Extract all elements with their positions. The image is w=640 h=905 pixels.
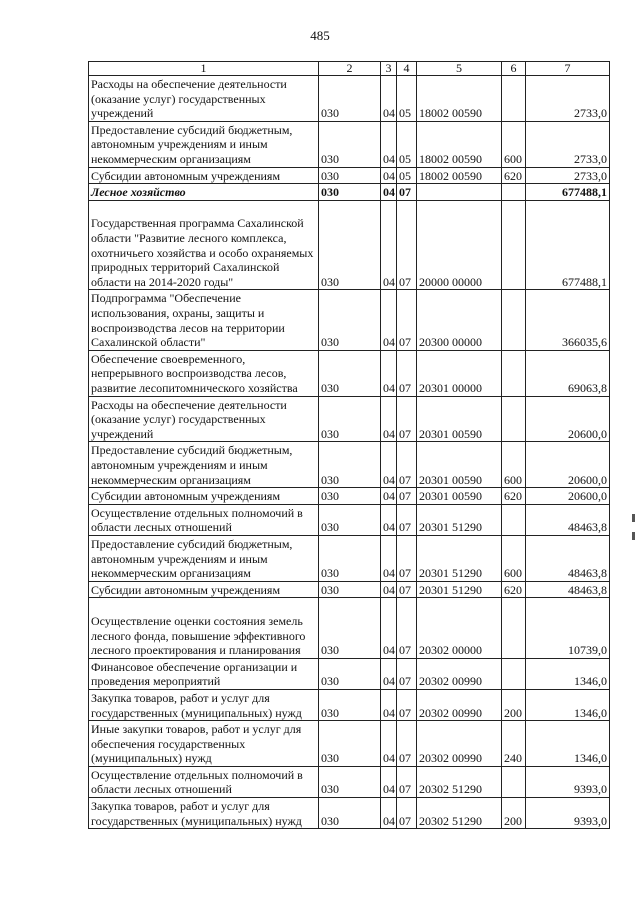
column-header-2: 2 xyxy=(319,62,381,76)
row-name-cell: Расходы на обеспечение деятельности (оказание услуг) государственных учреждений xyxy=(89,396,319,442)
row-col-6-cell: 620 xyxy=(502,581,526,598)
row-col-3-cell: 04 xyxy=(381,658,397,689)
row-col-5-cell: 20301 51290 xyxy=(417,535,502,581)
margin-mark xyxy=(632,514,635,522)
row-col-5-cell: 20302 51290 xyxy=(417,798,502,829)
row-col-2-cell: 030 xyxy=(319,766,381,797)
row-col-3-cell: 04 xyxy=(381,350,397,396)
row-col-4-cell: 07 xyxy=(397,689,417,720)
row-col-6-cell xyxy=(502,200,526,290)
row-col-5-cell: 18002 00590 xyxy=(417,76,502,122)
row-col-3-cell: 04 xyxy=(381,598,397,658)
row-col-7-cell: 69063,8 xyxy=(526,350,610,396)
table-row xyxy=(89,721,610,767)
row-col-4-cell: 07 xyxy=(397,598,417,658)
row-col-5-cell: 20301 00590 xyxy=(417,396,502,442)
row-col-3-cell: 04 xyxy=(381,121,397,167)
row-col-4-cell: 07 xyxy=(397,504,417,535)
row-name-cell: Осуществление отдельных полномочий в области лесных отношений xyxy=(89,766,319,797)
table-row xyxy=(89,598,610,658)
row-col-5-cell: 20300 00000 xyxy=(417,290,502,350)
row-col-3-cell: 04 xyxy=(381,689,397,720)
row-name-cell: Подпрограмма "Обеспечение использования, охраны, защиты и воспроизводства лесов на территории Сахалинской области" xyxy=(89,290,319,350)
margin-mark xyxy=(632,532,635,540)
row-name-cell: Государственная программа Сахалинской области "Развитие лесного комплекса, охотничьего хозяйства и особо охраняемых природных территорий Сахалинской области на 2014-2020 годы" xyxy=(89,200,319,290)
row-col-2-cell: 030 xyxy=(319,350,381,396)
row-col-4-cell: 07 xyxy=(397,658,417,689)
row-col-3-cell: 04 xyxy=(381,184,397,201)
row-col-2-cell: 030 xyxy=(319,396,381,442)
row-col-2-cell: 030 xyxy=(319,798,381,829)
table-row xyxy=(89,350,610,396)
row-col-3-cell: 04 xyxy=(381,200,397,290)
row-col-5-cell: 20302 00990 xyxy=(417,658,502,689)
row-col-5-cell: 20301 51290 xyxy=(417,581,502,598)
row-col-6-cell xyxy=(502,766,526,797)
column-header-5: 5 xyxy=(417,62,502,76)
row-name-cell: Предоставление субсидий бюджетным, автономным учреждениям и иным некоммерческим организациям xyxy=(89,442,319,488)
row-col-7-cell: 48463,8 xyxy=(526,535,610,581)
row-col-2-cell: 030 xyxy=(319,504,381,535)
column-header-7: 7 xyxy=(526,62,610,76)
table-row xyxy=(89,167,610,184)
row-name-cell: Субсидии автономным учреждениям xyxy=(89,581,319,598)
row-name-cell: Субсидии автономным учреждениям xyxy=(89,488,319,505)
row-col-6-cell xyxy=(502,76,526,122)
row-col-2-cell: 030 xyxy=(319,442,381,488)
row-col-3-cell: 04 xyxy=(381,76,397,122)
row-col-4-cell: 07 xyxy=(397,488,417,505)
row-col-4-cell: 05 xyxy=(397,121,417,167)
row-col-7-cell: 9393,0 xyxy=(526,798,610,829)
row-col-5-cell: 18002 00590 xyxy=(417,121,502,167)
row-col-6-cell xyxy=(502,598,526,658)
row-col-2-cell: 030 xyxy=(319,290,381,350)
row-col-7-cell: 48463,8 xyxy=(526,504,610,535)
row-col-7-cell: 2733,0 xyxy=(526,121,610,167)
row-col-4-cell: 07 xyxy=(397,535,417,581)
row-col-2-cell: 030 xyxy=(319,76,381,122)
row-col-2-cell: 030 xyxy=(319,689,381,720)
table-row xyxy=(89,689,610,720)
row-col-6-cell: 200 xyxy=(502,689,526,720)
row-col-6-cell xyxy=(502,350,526,396)
column-header-1: 1 xyxy=(89,62,319,76)
row-col-2-cell: 030 xyxy=(319,121,381,167)
row-name-cell: Обеспечение своевременного, непрерывного воспроизводства лесов, развитие лесопитомнического хозяйства xyxy=(89,350,319,396)
row-col-7-cell: 677488,1 xyxy=(526,184,610,201)
row-col-3-cell: 04 xyxy=(381,442,397,488)
row-name-cell: Осуществление оценки состояния земель лесного фонда, повышение эффективного лесного проектирования и планирования xyxy=(89,598,319,658)
row-col-6-cell xyxy=(502,184,526,201)
row-col-6-cell: 200 xyxy=(502,798,526,829)
row-col-6-cell: 600 xyxy=(502,121,526,167)
row-col-3-cell: 04 xyxy=(381,396,397,442)
table-row xyxy=(89,396,610,442)
row-col-3-cell: 04 xyxy=(381,504,397,535)
row-col-5-cell: 20301 51290 xyxy=(417,504,502,535)
header-row xyxy=(89,62,610,76)
row-col-2-cell: 030 xyxy=(319,535,381,581)
row-col-3-cell: 04 xyxy=(381,167,397,184)
row-col-7-cell: 366035,6 xyxy=(526,290,610,350)
column-header-6: 6 xyxy=(502,62,526,76)
row-col-4-cell: 07 xyxy=(397,290,417,350)
row-name-cell: Предоставление субсидий бюджетным, автономным учреждениям и иным некоммерческим организациям xyxy=(89,535,319,581)
row-col-5-cell: 20302 51290 xyxy=(417,766,502,797)
row-col-5-cell: 20301 00000 xyxy=(417,350,502,396)
row-name-cell: Субсидии автономным учреждениям xyxy=(89,167,319,184)
row-name-cell: Иные закупки товаров, работ и услуг для обеспечения государственных (муниципальных) нужд xyxy=(89,721,319,767)
row-col-2-cell: 030 xyxy=(319,167,381,184)
row-col-6-cell: 600 xyxy=(502,442,526,488)
row-col-7-cell: 20600,0 xyxy=(526,488,610,505)
row-col-2-cell: 030 xyxy=(319,581,381,598)
row-col-2-cell: 030 xyxy=(319,658,381,689)
row-col-6-cell: 620 xyxy=(502,167,526,184)
row-col-6-cell xyxy=(502,396,526,442)
row-name-cell: Закупка товаров, работ и услуг для государственных (муниципальных) нужд xyxy=(89,689,319,720)
row-col-5-cell: 18002 00590 xyxy=(417,167,502,184)
row-col-2-cell: 030 xyxy=(319,721,381,767)
row-col-4-cell: 07 xyxy=(397,200,417,290)
row-col-3-cell: 04 xyxy=(381,535,397,581)
row-col-7-cell: 677488,1 xyxy=(526,200,610,290)
column-header-3: 3 xyxy=(381,62,397,76)
column-header-4: 4 xyxy=(397,62,417,76)
row-col-6-cell: 240 xyxy=(502,721,526,767)
row-col-5-cell: 20000 00000 xyxy=(417,200,502,290)
table-row xyxy=(89,290,610,350)
table-row xyxy=(89,200,610,290)
row-col-7-cell: 1346,0 xyxy=(526,689,610,720)
table-row xyxy=(89,535,610,581)
table-row xyxy=(89,581,610,598)
row-col-7-cell: 20600,0 xyxy=(526,442,610,488)
row-col-3-cell: 04 xyxy=(381,581,397,598)
table-row xyxy=(89,442,610,488)
row-col-6-cell xyxy=(502,658,526,689)
row-col-7-cell: 2733,0 xyxy=(526,76,610,122)
row-col-7-cell: 9393,0 xyxy=(526,766,610,797)
table-row xyxy=(89,488,610,505)
row-col-4-cell: 07 xyxy=(397,581,417,598)
row-col-4-cell: 05 xyxy=(397,167,417,184)
row-name-cell: Закупка товаров, работ и услуг для государственных (муниципальных) нужд xyxy=(89,798,319,829)
row-name-cell: Предоставление субсидий бюджетным, автономным учреждениям и иным некоммерческим организациям xyxy=(89,121,319,167)
row-col-7-cell: 48463,8 xyxy=(526,581,610,598)
row-col-5-cell: 20302 00990 xyxy=(417,721,502,767)
page-number: 485 xyxy=(310,28,330,43)
row-col-7-cell: 1346,0 xyxy=(526,658,610,689)
row-col-7-cell: 20600,0 xyxy=(526,396,610,442)
table-row xyxy=(89,76,610,122)
row-col-5-cell: 20302 00990 xyxy=(417,689,502,720)
row-col-4-cell: 07 xyxy=(397,442,417,488)
row-col-4-cell: 07 xyxy=(397,798,417,829)
row-col-5-cell xyxy=(417,184,502,201)
row-name-cell: Расходы на обеспечение деятельности (оказание услуг) государственных учреждений xyxy=(89,76,319,122)
row-col-5-cell: 20301 00590 xyxy=(417,442,502,488)
row-col-7-cell: 1346,0 xyxy=(526,721,610,767)
row-col-3-cell: 04 xyxy=(381,766,397,797)
row-col-5-cell: 20301 00590 xyxy=(417,488,502,505)
row-col-2-cell: 030 xyxy=(319,488,381,505)
table-row xyxy=(89,504,610,535)
table-row xyxy=(89,658,610,689)
row-col-2-cell: 030 xyxy=(319,184,381,201)
row-col-4-cell: 07 xyxy=(397,350,417,396)
row-col-3-cell: 04 xyxy=(381,488,397,505)
row-col-3-cell: 04 xyxy=(381,721,397,767)
row-col-7-cell: 10739,0 xyxy=(526,598,610,658)
row-col-4-cell: 07 xyxy=(397,766,417,797)
row-col-6-cell: 620 xyxy=(502,488,526,505)
row-name-cell: Осуществление отдельных полномочий в области лесных отношений xyxy=(89,504,319,535)
row-name-cell: Финансовое обеспечение организации и проведения мероприятий xyxy=(89,658,319,689)
table-row xyxy=(89,766,610,797)
row-col-3-cell: 04 xyxy=(381,798,397,829)
row-col-2-cell: 030 xyxy=(319,200,381,290)
row-col-3-cell: 04 xyxy=(381,290,397,350)
row-col-4-cell: 05 xyxy=(397,76,417,122)
row-col-6-cell xyxy=(502,290,526,350)
row-col-4-cell: 07 xyxy=(397,184,417,201)
budget-table xyxy=(88,61,610,829)
row-col-7-cell: 2733,0 xyxy=(526,167,610,184)
row-col-5-cell: 20302 00000 xyxy=(417,598,502,658)
table-body xyxy=(89,62,610,829)
row-col-6-cell xyxy=(502,504,526,535)
row-col-4-cell: 07 xyxy=(397,396,417,442)
table-row xyxy=(89,184,610,201)
row-col-2-cell: 030 xyxy=(319,598,381,658)
row-col-6-cell: 600 xyxy=(502,535,526,581)
row-name-cell: Лесное хозяйство xyxy=(89,184,319,201)
row-col-4-cell: 07 xyxy=(397,721,417,767)
table-row xyxy=(89,798,610,829)
table-row xyxy=(89,121,610,167)
